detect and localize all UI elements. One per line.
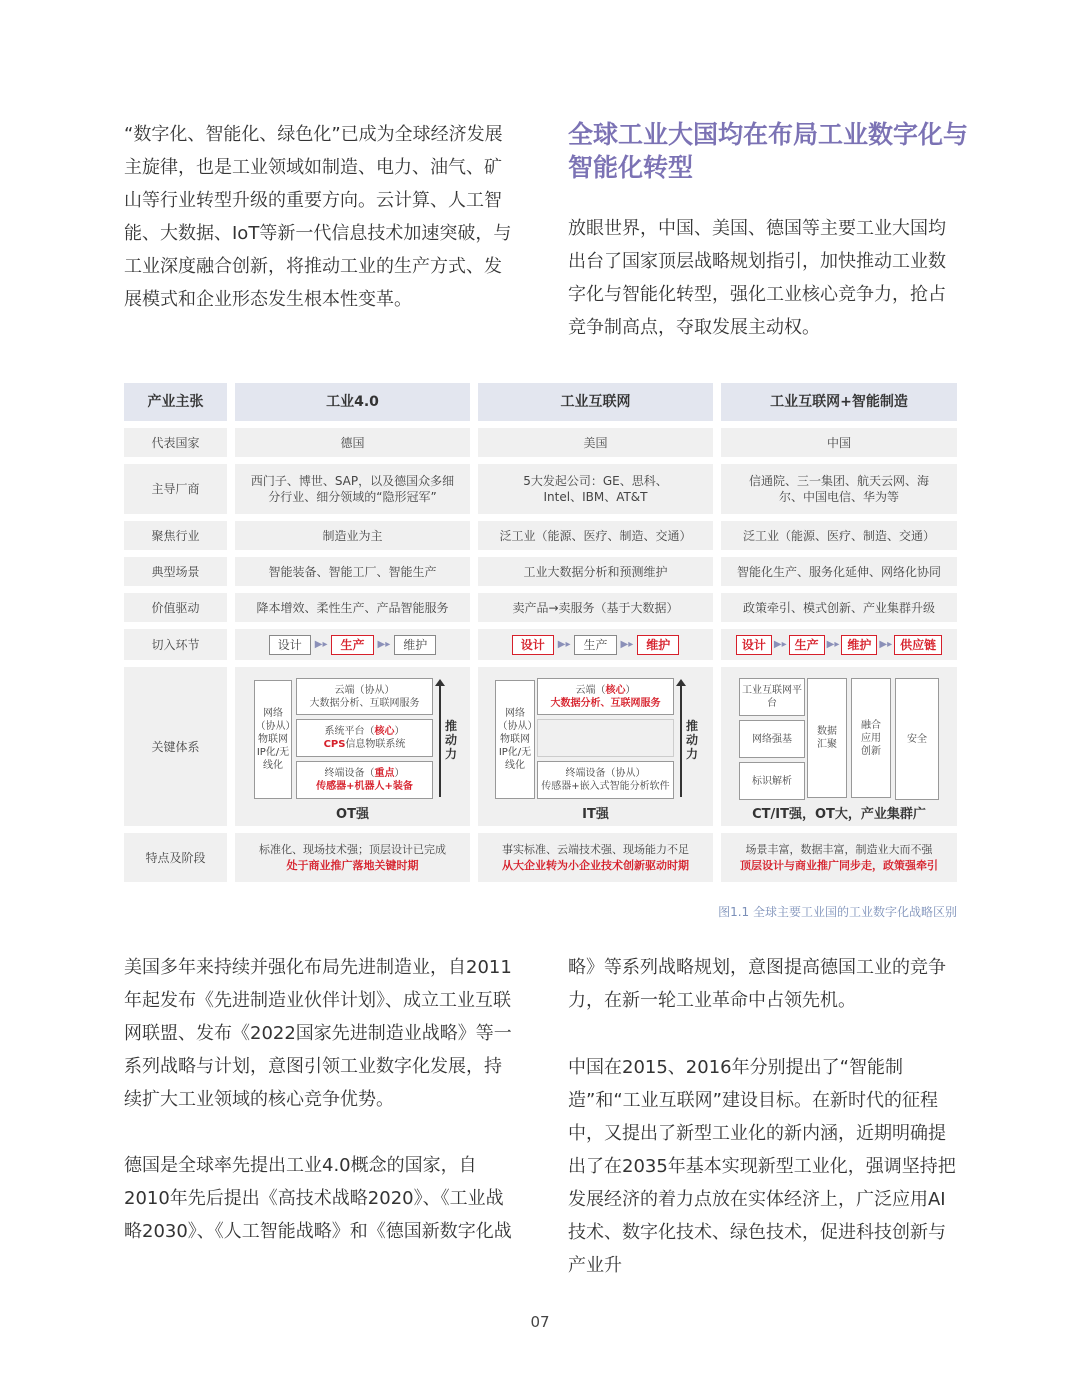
table-cell: 卖产品→卖服务（基于大数据） — [478, 593, 713, 622]
cloud-detail: 大数据分析、互联网服务 — [309, 697, 420, 709]
table-row — [124, 557, 957, 586]
section-paragraph: 放眼世界，中国、美国、德国等主要工业大国均出台了国家顶层战略规划指引，加快推动工业数字化与智能化转型，强化工业核心竞争力，抢占竞争制高点，夺取发展主动权。 — [568, 218, 946, 338]
terminal-label-end: ） — [394, 768, 405, 779]
platform-box — [296, 719, 433, 757]
table-header-cell: 工业互联网 — [478, 383, 713, 421]
key-system-de — [235, 667, 470, 826]
table-cell: 5大发起公司：GE、思科、Intel、IBM、AT&T — [478, 464, 713, 514]
platform-label-end: ） — [394, 726, 405, 737]
row-label: 主导厂商 — [124, 464, 227, 514]
data-box: 数据汇聚 — [807, 678, 847, 798]
strength-label: IT强 — [582, 807, 609, 822]
flow-arrow-icon: ▶▸ — [620, 638, 634, 650]
terminal-label: 终端设备（协从） — [565, 768, 646, 779]
flow-arrow-icon: ▶▸ — [773, 638, 787, 650]
intro-paragraph: “数字化、智能化、绿色化”已成为全球经济发展主旋律，也是工业领域如制造、电力、油气、矿山等行业转型升级的重要方向。云计算、人工智能、大数据、IoT等新一代信息技术加速突破，与工业深度融合创新，将推动工业的生产方式、发展模式和企业形态发生根本性变革。 — [124, 124, 512, 310]
entry-flow-de — [235, 629, 470, 660]
flow-step: 设计 — [269, 635, 311, 655]
table-cell: 西门子、博世、SAP，以及德国众多细分行业、细分领域的“隐形冠军” — [235, 464, 470, 514]
stage-phase: 处于商业推广落地关键时期 — [286, 858, 419, 872]
terminal-label: 终端设备（ — [324, 768, 375, 779]
flow-step-highlight: 维护 — [841, 635, 877, 655]
cps-label: CPS — [323, 739, 346, 750]
flow-step: 维护 — [394, 635, 436, 655]
table-cell — [235, 833, 470, 882]
row-label: 聚焦行业 — [124, 521, 227, 550]
flow-step-highlight: 供应链 — [894, 635, 942, 655]
terminal-box — [296, 761, 433, 799]
table-cell — [721, 833, 957, 882]
row-label: 切入环节 — [124, 629, 227, 660]
table-row — [124, 593, 957, 622]
table-row-key-system — [124, 667, 957, 826]
table-cell: 工业大数据分析和预测维护 — [478, 557, 713, 586]
cloud-label: 云端（ — [575, 684, 606, 696]
table-cell: 泛工业（能源、医疗、制造、交通） — [478, 521, 713, 550]
table-cell — [478, 833, 713, 882]
stage-feature: 场景丰富，数据丰富，制造业大而不强 — [745, 842, 933, 856]
stage-feature: 标准化、现场技术强；顶层设计已完成 — [259, 842, 446, 856]
table-header-row — [124, 383, 957, 421]
flow-step-highlight: 设计 — [736, 635, 772, 655]
push-arrow-icon — [680, 685, 682, 797]
row-label: 关键体系 — [124, 667, 227, 826]
push-label: 推动力 — [444, 719, 457, 761]
table-header-cell: 工业互联网+智能制造 — [721, 383, 957, 421]
platform-label: 系统平台（ — [324, 726, 375, 737]
flow-arrow-icon: ▶▸ — [377, 638, 391, 650]
terminal-box — [537, 761, 674, 799]
table-cell: 智能化生产、服务化延伸、网络化协同 — [721, 557, 957, 586]
table-row — [124, 521, 957, 550]
table-header-cell: 产业主张 — [124, 383, 227, 421]
entry-flow-us — [478, 629, 713, 660]
platform-core-label: 核心 — [374, 726, 395, 737]
row-label: 代表国家 — [124, 428, 227, 457]
table-cell: 降本增效、柔性生产、产品智能服务 — [235, 593, 470, 622]
table-row-entry — [124, 629, 957, 660]
network-box: 网络（协从）物联网IP化/无线化 — [254, 680, 292, 799]
table-row-stage — [124, 833, 957, 882]
flow-step-highlight: 生产 — [789, 635, 825, 655]
terminal-detail: 传感器+嵌入式智能分析软件 — [541, 781, 670, 792]
us-paragraph: 美国多年来持续并强化布局先进制造业，自2011年起发布《先进制造业伙伴计划》、成立工业互联网联盟、发布《2022国家先进制造业战略》等一系列战略与计划，意图引领工业数字化发展，持续扩大工业领域的核心竞争优势。 — [124, 957, 512, 1110]
table-cell: 信通院、三一集团、航天云网、海尔、中国电信、华为等 — [721, 464, 957, 514]
stage-phase: 顶层设计与商业推广同步走，政策强牵引 — [740, 858, 938, 872]
fusion-box: 融合应用创新 — [851, 678, 891, 798]
push-label: 推动力 — [685, 719, 698, 761]
platform-box: 工业互联网平台 — [739, 678, 805, 716]
cloud-core-label: 核心 — [605, 684, 626, 696]
de-paragraph-continued: 略》等系列战略规划，意图提高德国工业的竞争力，在新一轮工业革命中占领先机。 — [568, 957, 946, 1011]
strategy-comparison-table — [124, 383, 957, 889]
flow-arrow-icon: ▶▸ — [557, 638, 571, 650]
strength-label: CT/IT强，OT大，产业集群广 — [752, 807, 926, 822]
network-box: 网络强基 — [739, 720, 805, 758]
cloud-box — [537, 678, 674, 715]
page-number: 07 — [530, 1313, 550, 1331]
flow-arrow-icon: ▶▸ — [826, 638, 840, 650]
empty-platform-box — [537, 719, 674, 757]
terminal-focus-label: 重点 — [374, 768, 395, 779]
cloud-label: 云端（协从） — [334, 684, 395, 696]
table-cell: 智能装备、智能工厂、智能生产 — [235, 557, 470, 586]
table-row — [124, 464, 957, 514]
row-label: 典型场景 — [124, 557, 227, 586]
push-arrow-icon — [439, 685, 441, 797]
flow-arrow-icon: ▶▸ — [879, 638, 893, 650]
row-label: 价值驱动 — [124, 593, 227, 622]
table-row — [124, 428, 957, 457]
flow-step-highlight: 设计 — [512, 635, 554, 655]
flow-step: 生产 — [574, 635, 616, 655]
stage-feature: 事实标准、云端技术强、现场能力不足 — [502, 842, 689, 856]
identity-box: 标识解析 — [739, 762, 805, 800]
figure-caption: 图1.1 全球主要工业国的工业数字化战略区别 — [718, 905, 957, 919]
table-cell: 美国 — [478, 428, 713, 457]
table-cell: 中国 — [721, 428, 957, 457]
table-cell: 泛工业（能源、医疗、制造、交通） — [721, 521, 957, 550]
table-header-cell: 工业4.0 — [235, 383, 470, 421]
cn-paragraph: 中国在2015、2016年分别提出了“智能制造”和“工业互联网”建设目标。在新时代的征程中，又提出了新型工业化的新内涵，近期明确提出了在2035年基本实现新型工业化，强调坚持把发展经济的着力点放在实体经济上，广泛应用AI技术、数字化技术、绿色技术，促进科技创新与产业升 — [568, 1057, 956, 1276]
row-label: 特点及阶段 — [124, 833, 227, 882]
entry-flow-cn — [721, 629, 957, 660]
cloud-label-end: ） — [625, 684, 636, 696]
de-paragraph: 德国是全球率先提出工业4.0概念的国家，自2010年先后提出《高技术战略2020》、《工业战略2030》、《人工智能战略》和《德国新数字化战 — [124, 1155, 512, 1242]
security-box: 安全 — [895, 678, 939, 800]
table-cell: 德国 — [235, 428, 470, 457]
flow-step-highlight: 生产 — [331, 635, 373, 655]
cloud-detail: 大数据分析、互联网服务 — [550, 697, 661, 709]
table-cell: 政策牵引、模式创新、产业集群升级 — [721, 593, 957, 622]
flow-arrow-icon: ▶▸ — [314, 638, 328, 650]
network-box: 网络（协从）物联网IP化/无线化 — [495, 680, 535, 799]
section-title: 全球工业大国均在布局工业数字化与智能化转型 — [568, 120, 969, 182]
key-system-us — [478, 667, 713, 826]
table-cell: 制造业为主 — [235, 521, 470, 550]
stage-phase: 从大企业转为小企业技术创新驱动时期 — [502, 858, 689, 872]
strength-label: OT强 — [336, 807, 369, 822]
cps-detail: 信息物联系统 — [345, 739, 406, 750]
cloud-box — [296, 678, 433, 715]
flow-step-highlight: 维护 — [637, 635, 679, 655]
terminal-detail: 传感器+机器人+装备 — [316, 781, 413, 792]
key-system-cn — [721, 667, 957, 826]
